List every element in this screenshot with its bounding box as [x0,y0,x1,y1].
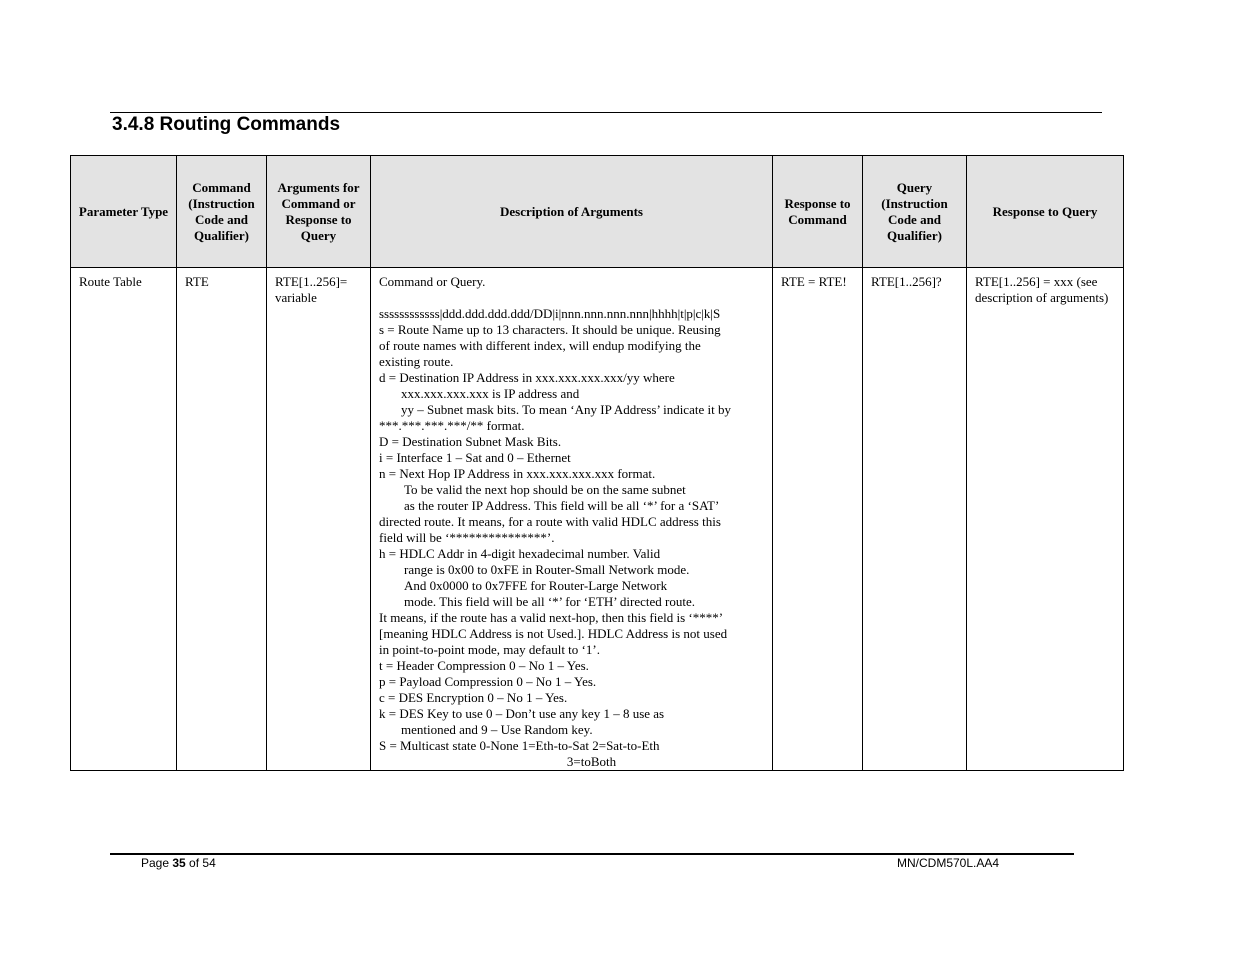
description-line: ssssssssssss|ddd.ddd.ddd.ddd/DD|i|nnn.nnn.nnn.nnn|hhhh|t|p|c|k|S [379,306,721,321]
description-lines [379,274,764,770]
header-response-to-query: Response to Query [967,156,1124,268]
document-id: MN/CDM570L.AA4 [897,856,1000,870]
table-header-row [71,156,1124,268]
cell-parameter-type: Route Table [71,268,177,771]
description-line: n = Next Hop IP Address in xxx.xxx.xxx.xxx format. [379,466,656,481]
page-suffix: of 54 [185,856,216,870]
description-line: t = Header Compression 0 – No 1 – Yes. [379,658,589,673]
description-line: To be valid the next hop should be on the same subnet [404,482,686,497]
header-parameter-type: Parameter Type [71,156,177,268]
description-line: xxx.xxx.xxx.xxx is IP address and [401,386,580,401]
section-title: 3.4.8 Routing Commands [112,114,341,135]
footer-rule [110,853,1074,855]
cell-response-to-command: RTE = RTE! [773,268,863,771]
routing-commands-table [70,155,1124,771]
description-line: k = DES Key to use 0 – Don’t use any key 1 – 8 use as [379,706,665,721]
description-line: mode. This field will be all ‘*’ for ‘ETH’ directed route. [404,594,695,609]
description-line: [meaning HDLC Address is not Used.]. HDLC Address is not used [379,626,728,641]
cell-command: RTE [177,268,267,771]
description-line: p = Payload Compression 0 – No 1 – Yes. [379,674,597,689]
description-line: ***.***.***.***/** format. [379,418,525,433]
header-query: Query (Instruction Code and Qualifier) [863,156,967,268]
description-line: 3=toBoth [566,754,617,769]
table-row [71,268,1124,771]
description-line: D = Destination Subnet Mask Bits. [379,434,562,449]
header-command: Command (Instruction Code and Qualifier) [177,156,267,268]
description-line: c = DES Encryption 0 – No 1 – Yes. [379,690,568,705]
header-arguments: Arguments for Command or Response to Query [267,156,371,268]
description-line: directed route. It means, for a route with valid HDLC address this [379,514,721,529]
page-number: 35 [172,856,186,870]
cell-response-to-query: RTE[1..256] = xxx (see description of arguments) [967,268,1124,771]
description-line: And 0x0000 to 0x7FFE for Router-Large Network [404,578,668,593]
description-line: yy – Subnet mask bits. To mean ‘Any IP Address’ indicate it by [401,402,731,417]
description-line: h = HDLC Addr in 4-digit hexadecimal number. Valid [379,546,661,561]
cell-description [371,268,773,771]
page-prefix: Page [141,856,173,870]
description-line: range is 0x00 to 0xFE in Router-Small Network mode. [404,562,690,577]
header-description: Description of Arguments [371,156,773,268]
description-line: field will be ‘***************’. [379,530,555,545]
cell-arguments: RTE[1..256]= variable [267,268,371,771]
cell-query: RTE[1..256]? [863,268,967,771]
description-line: in point-to-point mode, may default to ‘1’. [379,642,600,657]
top-rule [110,112,1102,113]
description-line: of route names with different index, will endup modifying the [379,338,701,353]
description-line: as the router IP Address. This field will be all ‘*’ for a ‘SAT’ [404,498,720,513]
description-line: mentioned and 9 – Use Random key. [401,722,593,737]
description-line: S = Multicast state 0-None 1=Eth-to-Sat 2=Sat-to-Eth [379,738,660,753]
description-line: It means, if the route has a valid next-hop, then this field is ‘****’ [379,610,724,625]
description-line: i = Interface 1 – Sat and 0 – Ethernet [379,450,571,465]
description-line: s = Route Name up to 13 characters. It should be unique. Reusing [379,322,721,337]
description-line [379,290,764,306]
description-line: Command or Query. [379,274,486,289]
description-line: existing route. [379,354,454,369]
description-line: d = Destination IP Address in xxx.xxx.xxx.xxx/yy where [379,370,675,385]
page-indicator [141,856,216,870]
header-response-to-command: Response to Command [773,156,863,268]
